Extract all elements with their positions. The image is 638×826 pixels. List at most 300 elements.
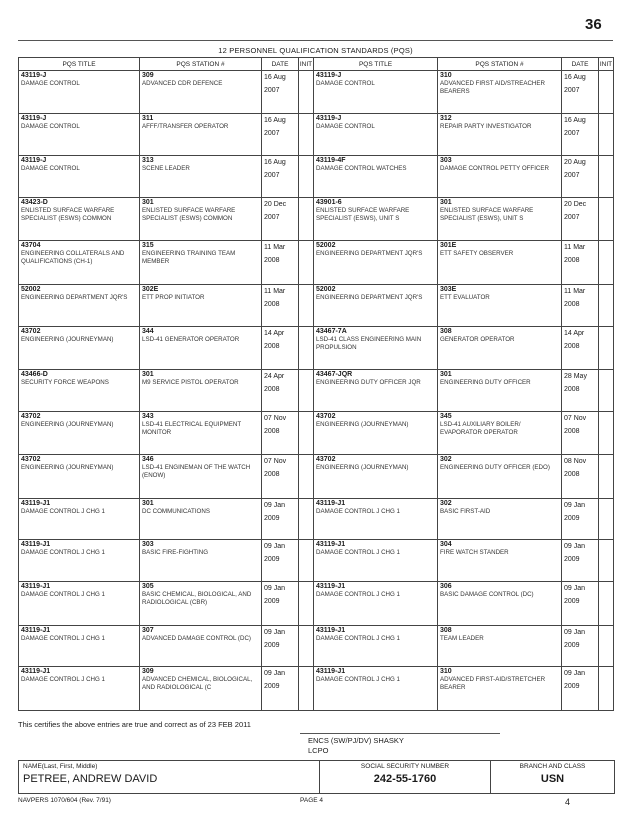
date-year: 2007 (564, 172, 580, 180)
init-cell (599, 326, 614, 369)
ssn-value: 242-55-1760 (373, 773, 437, 785)
date-cell (562, 540, 599, 582)
init-cell (299, 241, 314, 284)
date-cell (562, 156, 599, 198)
station-code: 301 (142, 199, 154, 206)
pqs-title-cell (19, 667, 140, 711)
pqs-title-cell (314, 241, 438, 284)
pqs-code: 43467-JQR (316, 371, 353, 379)
table-row (19, 241, 614, 284)
date-year: 2008 (264, 342, 280, 350)
pqs-title: DAMAGE CONTROL J CHG 1 (21, 676, 105, 684)
station-code: 310 (440, 72, 452, 79)
name-value: PETREE, ANDREW DAVID (23, 773, 158, 785)
pqs-station-cell (438, 284, 562, 326)
pqs-title: DAMAGE CONTROL J CHG 1 (21, 507, 105, 515)
pqs-title: ENGINEERING (JOURNEYMAN) (21, 420, 114, 428)
init-cell (299, 198, 314, 241)
station-code: 345 (440, 412, 452, 420)
pqs-title: DAMAGE CONTROL (21, 80, 80, 87)
pqs-code: 43119-J1 (316, 668, 346, 676)
date-year: 2008 (264, 257, 280, 265)
date-cell (262, 156, 299, 198)
date-year: 2008 (564, 300, 580, 308)
station-code: 303E (440, 285, 457, 293)
pqs-title: DAMAGE CONTROL WATCHES (316, 165, 407, 173)
date-cell (262, 71, 299, 114)
pqs-title: DAMAGE CONTROL (21, 123, 80, 131)
date-day-month: 11 Mar (564, 244, 586, 252)
station-title: ETT EVALUATOR (440, 293, 490, 301)
init-cell (599, 156, 614, 198)
station-code: 301 (142, 371, 154, 379)
pqs-title-cell (19, 198, 140, 241)
table-row (19, 667, 614, 711)
pqs-station-cell (438, 156, 562, 198)
station-code: 311 (142, 115, 154, 123)
pqs-title-cell (19, 540, 140, 582)
date-cell (262, 625, 299, 667)
station-title: ADVANCED DAMAGE CONTROL (DC) (142, 634, 251, 642)
date-year: 2008 (564, 342, 580, 350)
pqs-title-cell (314, 411, 438, 454)
station-code: 309 (142, 72, 154, 79)
pqs-body (19, 71, 614, 711)
date-day-month: 16 Aug (264, 159, 286, 167)
branch-value: USN (540, 773, 565, 785)
pqs-title-cell (19, 411, 140, 454)
pqs-station-cell (438, 370, 562, 412)
date-cell (562, 582, 599, 625)
pqs-code: 43702 (21, 456, 41, 464)
table-row (19, 114, 614, 156)
pqs-code: 43119-J1 (21, 668, 51, 676)
pqs-code: 43467-7A (316, 327, 347, 335)
pqs-title: DAMAGE CONTROL (21, 165, 80, 173)
signature-line (300, 733, 500, 734)
pqs-title-cell (314, 198, 438, 241)
pqs-station-cell (140, 114, 262, 156)
date-year: 2008 (564, 427, 580, 435)
init-cell (599, 667, 614, 711)
pqs-title-cell (314, 582, 438, 625)
pqs-title-cell (19, 582, 140, 625)
date-cell (562, 326, 599, 369)
station-title: DC COMMUNICATIONS (142, 507, 210, 515)
pqs-title: DAMAGE CONTROL J CHG 1 (316, 676, 400, 684)
init-cell (599, 411, 614, 454)
pqs-title-cell (314, 498, 438, 540)
date-day-month: 09 Jan (564, 543, 586, 551)
station-code: 306 (440, 583, 452, 591)
pqs-station-cell (438, 411, 562, 454)
init-cell (299, 540, 314, 582)
table-row (19, 370, 614, 412)
date-cell (262, 455, 299, 498)
pqs-station-cell (140, 625, 262, 667)
init-cell (299, 156, 314, 198)
pqs-title: DAMAGE CONTROL J CHG 1 (316, 549, 400, 557)
pqs-title-cell (19, 284, 140, 326)
pqs-station-cell (140, 284, 262, 326)
pqs-station-cell (140, 156, 262, 198)
pqs-title-cell (314, 455, 438, 498)
pqs-title-cell (19, 156, 140, 198)
date-day-month: 09 Jan (264, 670, 286, 678)
init-cell (599, 625, 614, 667)
station-code: 301E (440, 242, 457, 250)
station-code: 313 (142, 157, 154, 165)
header-pqs-station: PQS STATION # (438, 58, 562, 71)
init-cell (299, 71, 314, 114)
date-day-month: 09 Jan (564, 628, 586, 636)
date-year: 2009 (264, 683, 280, 691)
pqs-code: 43466-D (21, 371, 48, 379)
pqs-station-cell (140, 455, 262, 498)
pqs-code: 43119-J1 (21, 626, 51, 634)
date-day-month: 28 May (564, 373, 587, 381)
date-year: 2008 (564, 386, 580, 394)
init-cell (299, 284, 314, 326)
station-title: LSD-41 ENGINEMAN OF THE WATCH (ENOW) (142, 464, 251, 480)
station-code: 309 (142, 668, 154, 676)
station-title: BASIC FIRST-AID (440, 507, 491, 515)
date-year: 2007 (264, 130, 280, 138)
date-year: 2009 (264, 641, 280, 649)
station-title: BASIC DAMAGE CONTROL (DC) (440, 591, 534, 599)
date-day-month: 24 Apr (264, 373, 285, 381)
ssn-label: SOCIAL SECURITY NUMBER (360, 763, 450, 770)
header-pqs-title: PQS TITLE (19, 58, 140, 71)
date-day-month: 09 Jan (564, 670, 586, 678)
station-code: 307 (142, 626, 154, 634)
station-code: 312 (440, 115, 452, 123)
station-code: 305 (142, 583, 154, 591)
station-title: AFFF/TRANSFER OPERATOR (142, 123, 229, 131)
init-cell (299, 667, 314, 711)
pqs-code: 43901-6 (316, 199, 342, 206)
pqs-title: ENGINEERING DEPARTMENT JQR'S (21, 293, 128, 301)
pqs-title: ENGINEERING (JOURNEYMAN) (316, 420, 409, 428)
pqs-title: DAMAGE CONTROL J CHG 1 (316, 507, 400, 515)
pqs-station-cell (140, 498, 262, 540)
page-number: 36 (585, 16, 602, 33)
date-year: 2009 (564, 598, 580, 606)
pqs-title: DAMAGE CONTROL J CHG 1 (21, 634, 105, 642)
date-day-month: 20 Aug (564, 159, 586, 167)
table-row (19, 198, 614, 241)
station-code: 344 (142, 327, 154, 335)
date-day-month: 11 Mar (564, 287, 586, 295)
station-title: ADVANCED FIRST-AID/STRETCHER BEARER (440, 676, 546, 692)
date-day-month: 11 Mar (264, 287, 286, 295)
date-year: 2009 (564, 641, 580, 649)
date-cell (562, 625, 599, 667)
pqs-title-cell (314, 540, 438, 582)
pqs-title: DAMAGE CONTROL (316, 80, 375, 87)
pqs-title-cell (19, 241, 140, 284)
pqs-code: 43119-J1 (316, 583, 346, 591)
date-year: 2007 (564, 87, 580, 94)
ssn-cell (320, 761, 491, 793)
table-row (19, 498, 614, 540)
pqs-code: 52002 (316, 242, 336, 250)
pqs-title: DAMAGE CONTROL J CHG 1 (316, 634, 400, 642)
date-year: 2007 (564, 214, 580, 221)
station-title: BASIC CHEMICAL, BIOLOGICAL, AND RADIOLOGICAL (CBR) (142, 591, 252, 607)
pqs-code: 43119-J1 (21, 541, 51, 549)
date-day-month: 16 Aug (564, 74, 586, 81)
date-year: 2008 (264, 471, 280, 479)
date-day-month: 09 Jan (564, 585, 586, 593)
name-cell (19, 761, 320, 793)
pqs-station-cell (140, 540, 262, 582)
station-code: 303 (142, 541, 154, 549)
date-year: 2007 (564, 130, 580, 138)
date-year: 2009 (264, 598, 280, 606)
date-cell (562, 411, 599, 454)
pqs-station-cell (438, 498, 562, 540)
init-cell (599, 71, 614, 114)
date-cell (262, 667, 299, 711)
pqs-station-cell (438, 540, 562, 582)
date-cell (262, 241, 299, 284)
pqs-title: ENGINEERING COLLATERALS AND QUALIFICATIONS (CH-1) (21, 250, 125, 266)
station-title: LSD-41 GENERATOR OPERATOR (142, 335, 240, 343)
date-day-month: 16 Aug (564, 117, 586, 125)
date-cell (562, 284, 599, 326)
date-day-month: 09 Jan (264, 501, 286, 509)
init-cell (599, 582, 614, 625)
station-title: DAMAGE CONTROL PETTY OFFICER (440, 165, 549, 173)
date-cell (262, 114, 299, 156)
date-cell (262, 582, 299, 625)
date-cell (262, 198, 299, 241)
station-title: ENGINEERING DUTY OFFICER (440, 379, 531, 387)
station-code: 303 (440, 157, 452, 165)
station-title: REPAIR PARTY INVESTIGATOR (440, 123, 532, 131)
name-label: NAME(Last, First, Middle) (23, 763, 98, 770)
date-year: 2007 (264, 172, 280, 180)
date-cell (262, 326, 299, 369)
station-code: 315 (142, 242, 154, 250)
station-title: ADVANCED CHEMICAL, BIOLOGICAL, AND RADIOLOGICAL (C (142, 676, 253, 692)
pqs-title: DAMAGE CONTROL J CHG 1 (21, 591, 105, 599)
station-title: ENLISTED SURFACE WARFARE SPECIALIST (ESWS), UNIT S (440, 207, 534, 222)
date-day-month: 14 Apr (564, 329, 585, 337)
identity-box (18, 760, 615, 794)
table-row (19, 411, 614, 454)
station-code: 346 (142, 456, 154, 464)
header-date: DATE (262, 58, 299, 71)
pqs-code: 43423-D (21, 199, 48, 206)
signer-block (308, 736, 404, 756)
pqs-title: ENGINEERING DUTY OFFICER JQR (316, 379, 421, 387)
pqs-title-cell (314, 156, 438, 198)
signer-title: LCPO (308, 746, 329, 755)
pqs-station-cell (140, 582, 262, 625)
date-year: 2008 (264, 300, 280, 308)
date-day-month: 14 Apr (264, 329, 285, 337)
station-title: ETT PROP INITIATOR (142, 293, 205, 301)
pqs-station-cell (140, 411, 262, 454)
date-day-month: 07 Nov (264, 414, 287, 422)
date-cell (562, 455, 599, 498)
header-date: DATE (562, 58, 599, 71)
date-day-month: 09 Jan (264, 543, 286, 551)
station-title: LSD-41 AUXILIARY BOILER/ EVAPORATOR OPERATOR (440, 420, 521, 436)
table-row (19, 455, 614, 498)
pqs-code: 43119-J1 (316, 541, 346, 549)
station-code: 301 (440, 371, 452, 379)
date-cell (562, 114, 599, 156)
form-id: NAVPERS 1070/604 (Rev. 7/91) (18, 797, 111, 804)
date-year: 2008 (564, 471, 580, 479)
pqs-title-cell (314, 625, 438, 667)
date-cell (262, 498, 299, 540)
init-cell (299, 498, 314, 540)
pqs-code: 43119-J (316, 72, 342, 79)
pqs-station-cell (140, 667, 262, 711)
table-row (19, 625, 614, 667)
pqs-station-cell (438, 241, 562, 284)
pqs-code: 43702 (21, 327, 41, 335)
station-code: 308 (440, 626, 452, 634)
date-cell (562, 198, 599, 241)
date-cell (562, 667, 599, 711)
init-cell (599, 455, 614, 498)
date-day-month: 07 Nov (264, 458, 287, 466)
pqs-title: ENGINEERING (JOURNEYMAN) (21, 335, 114, 343)
page-label: PAGE 4 (300, 797, 324, 804)
station-title: LSD-41 ELECTRICAL EQUIPMENT MONITOR (142, 420, 242, 436)
date-day-month: 20 Dec (564, 201, 587, 208)
date-year: 2007 (264, 214, 280, 221)
pqs-title: ENLISTED SURFACE WARFARE SPECIALIST (ESWS) COMMON (21, 207, 115, 222)
date-day-month: 16 Aug (264, 74, 286, 81)
pqs-title: DAMAGE CONTROL J CHG 1 (316, 591, 400, 599)
date-cell (262, 370, 299, 412)
section-title: 12 PERSONNEL QUALIFICATION STANDARDS (PQS) (218, 46, 413, 55)
init-cell (599, 284, 614, 326)
init-cell (299, 582, 314, 625)
pqs-title: ENGINEERING DEPARTMENT JQR'S (316, 293, 423, 301)
pqs-code: 43702 (316, 412, 336, 420)
station-code: 308 (440, 327, 452, 335)
station-title: ENGINEERING DUTY OFFICER (EDO) (440, 464, 550, 472)
date-day-month: 11 Mar (264, 244, 286, 252)
pqs-code: 52002 (21, 285, 41, 293)
pqs-code: 43119-4F (316, 157, 346, 165)
pqs-station-cell (438, 625, 562, 667)
pqs-title-cell (19, 370, 140, 412)
date-cell (562, 71, 599, 114)
pqs-station-cell (140, 370, 262, 412)
header-pqs-title: PQS TITLE (314, 58, 438, 71)
pqs-code: 52002 (316, 285, 336, 293)
date-year: 2008 (264, 427, 280, 435)
pqs-station-cell (438, 71, 562, 114)
pqs-title: DAMAGE CONTROL J CHG 1 (21, 549, 105, 557)
table-row (19, 582, 614, 625)
station-title: ADVANCED FIRST AID/STREACHER BEARERS (440, 80, 545, 95)
init-cell (299, 625, 314, 667)
init-cell (299, 455, 314, 498)
date-day-month: 09 Jan (264, 585, 286, 593)
init-cell (599, 498, 614, 540)
init-cell (299, 114, 314, 156)
pqs-code: 43702 (316, 456, 336, 464)
signer-name: ENCS (SW/PJ/DV) SHASKY (308, 736, 404, 745)
date-year: 2009 (264, 514, 280, 522)
station-code: 302E (142, 285, 159, 293)
pqs-code: 43119-J (21, 72, 47, 79)
date-cell (262, 284, 299, 326)
pqs-title-cell (314, 114, 438, 156)
station-code: 301 (142, 499, 154, 507)
pqs-code: 43119-J1 (21, 583, 51, 591)
pqs-station-cell (438, 198, 562, 241)
init-cell (299, 326, 314, 369)
pqs-station-cell (140, 198, 262, 241)
date-cell (262, 540, 299, 582)
date-year: 2008 (264, 386, 280, 394)
header-init: INIT (299, 58, 314, 71)
station-title: ETT SAFETY OBSERVER (440, 250, 514, 258)
station-title: TEAM LEADER (440, 634, 484, 642)
station-title: M9 SERVICE PISTOL OPERATOR (142, 379, 239, 387)
station-title: SCENE LEADER (142, 165, 190, 173)
pqs-title-cell (19, 326, 140, 369)
date-day-month: 16 Aug (264, 117, 286, 125)
pqs-station-cell (438, 455, 562, 498)
date-year: 2009 (564, 683, 580, 691)
date-year: 2009 (264, 556, 280, 564)
pqs-code: 43119-J (316, 115, 342, 123)
date-year: 2009 (564, 514, 580, 522)
top-rule (18, 40, 613, 41)
header-row (19, 58, 614, 71)
pqs-title-cell (19, 455, 140, 498)
date-cell (562, 498, 599, 540)
branch-label: BRANCH AND CLASS (519, 763, 586, 770)
table-row (19, 156, 614, 198)
pqs-table (18, 57, 614, 711)
pqs-code: 43119-J (21, 115, 47, 123)
pqs-title: ENLISTED SURFACE WARFARE SPECIALIST (ESWS), UNIT S (316, 207, 410, 222)
station-title: BASIC FIRE-FIGHTING (142, 549, 209, 557)
date-cell (562, 370, 599, 412)
station-title: ENGINEERING TRAINING TEAM MEMBER (142, 250, 236, 266)
branch-cell (491, 761, 614, 793)
station-title: FIRE WATCH STANDER (440, 549, 509, 557)
init-cell (599, 540, 614, 582)
pqs-title: SECURITY FORCE WEAPONS (21, 379, 109, 387)
certification-statement: This certifies the above entries are true and correct as of 23 FEB 2011 (18, 720, 251, 729)
station-code: 343 (142, 412, 154, 420)
date-day-month: 09 Jan (564, 501, 586, 509)
station-title: ENLISTED SURFACE WARFARE SPECIALIST (ESWS) COMMON (142, 207, 236, 222)
station-code: 302 (440, 456, 452, 464)
pqs-station-cell (438, 582, 562, 625)
pqs-title-cell (314, 667, 438, 711)
init-cell (599, 198, 614, 241)
station-code: 310 (440, 668, 452, 676)
pqs-station-cell (438, 114, 562, 156)
pqs-code: 43119-J1 (316, 626, 346, 634)
station-code: 301 (440, 199, 452, 206)
table-row (19, 326, 614, 369)
